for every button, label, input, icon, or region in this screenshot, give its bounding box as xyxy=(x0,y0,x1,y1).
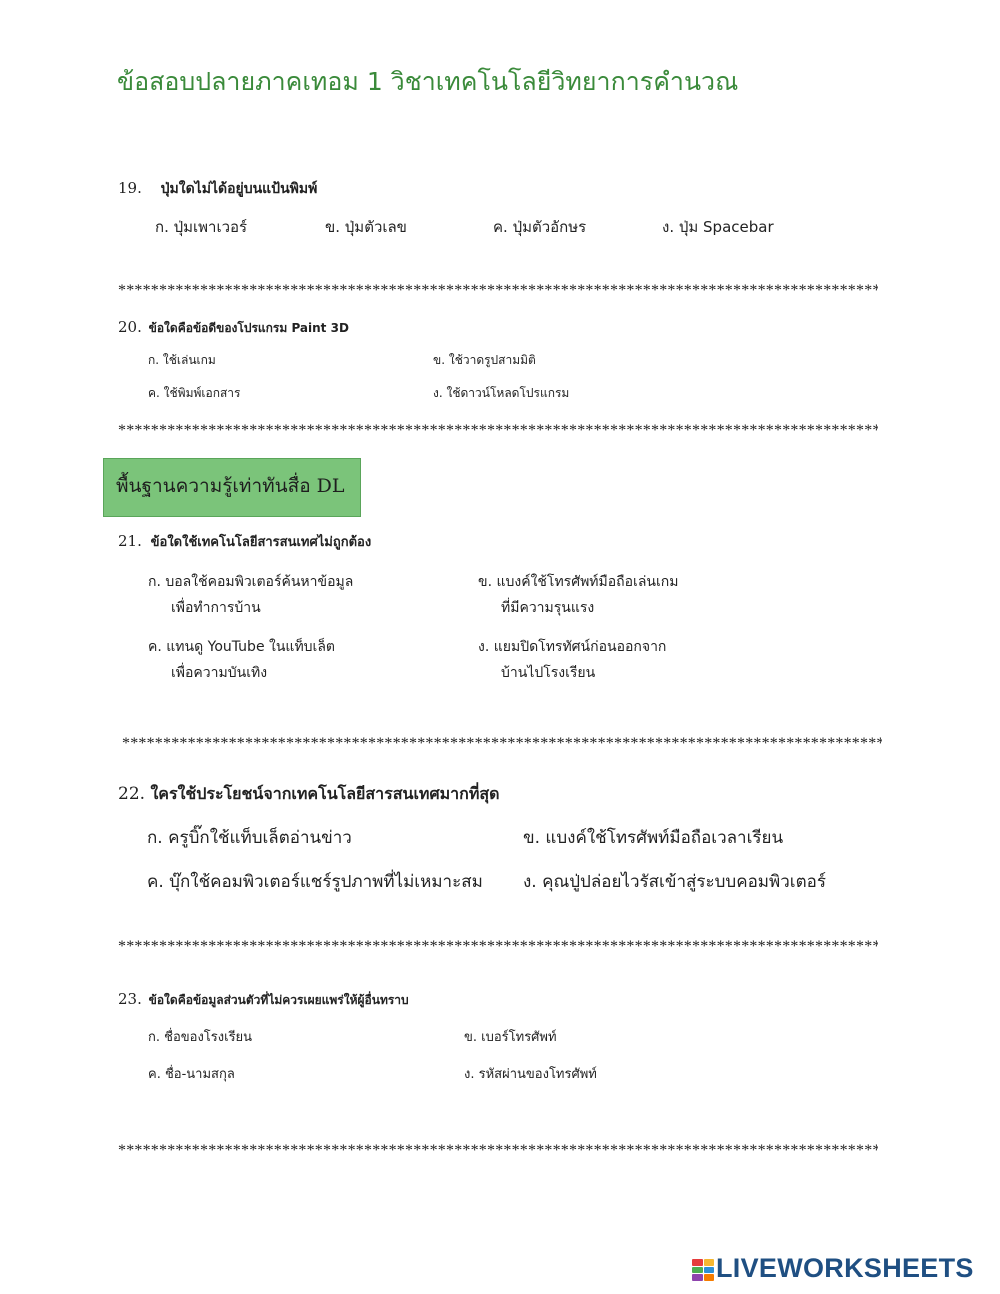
q22-option-d[interactable]: ง. คุณปู่ปล่อยไวรัสเข้าสู่ระบบคอมพิวเตอร์ xyxy=(523,872,826,892)
option-line: เพื่อทำการบ้าน xyxy=(171,600,261,616)
q20-option-a[interactable]: ก. ใช้เล่นเกม xyxy=(148,353,216,367)
option-line: ค. แทนดู YouTube ในแท็บเล็ต xyxy=(148,639,336,655)
question-21 xyxy=(118,531,371,552)
question-20 xyxy=(118,318,349,338)
q23-option-a[interactable]: ก. ชื่อของโรงเรียน xyxy=(148,1030,253,1045)
q20-option-d[interactable]: ง. ใช้ดาวน์โหลดโปรแกรม xyxy=(433,386,570,400)
q22-option-c[interactable]: ค. บุ๊กใช้คอมพิวเตอร์แชร์รูปภาพที่ไม่เหมาะสม xyxy=(147,872,483,892)
option-line: บ้านไปโรงเรียน xyxy=(501,665,596,681)
q20-option-b[interactable]: ข. ใช้วาดรูปสามมิติ xyxy=(433,353,536,367)
q21-option-c[interactable] xyxy=(148,634,335,686)
q20-option-c[interactable]: ค. ใช้พิมพ์เอกสาร xyxy=(148,386,241,400)
question-number: 22. xyxy=(118,784,146,804)
page-title: ข้อสอบปลายภาคเทอม 1 วิชาเทคโนโลยีวิทยาการคำนวณ xyxy=(117,67,739,96)
q21-option-d[interactable] xyxy=(478,634,666,686)
option-line: ที่มีความรุนแรง xyxy=(501,600,595,616)
q23-option-b[interactable]: ข. เบอร์โทรศัพท์ xyxy=(464,1030,557,1045)
question-19 xyxy=(118,178,317,200)
separator xyxy=(118,939,878,953)
option-line: เพื่อความบันเทิง xyxy=(171,665,268,681)
option-line: ข. แบงค์ใช้โทรศัพท์มือถือเล่นเกม xyxy=(478,574,679,590)
question-text: ปุ่มใดไม่ได้อยู่บนแป้นพิมพ์ xyxy=(160,181,318,197)
q21-option-b[interactable] xyxy=(478,569,678,621)
logo-mark-icon xyxy=(692,1259,714,1281)
separator xyxy=(118,1143,878,1157)
question-text: ใครใช้ประโยชน์จากเทคโนโลยีสารสนเทศมากที่สุด xyxy=(150,784,500,803)
option-line: ง. แยมปิดโทรทัศน์ก่อนออกจาก xyxy=(478,639,667,655)
question-number: 23. xyxy=(118,990,142,1008)
question-text: ข้อใดคือข้อดีของโปรแกรม Paint 3D xyxy=(148,321,349,335)
q21-option-a[interactable] xyxy=(148,569,353,621)
q23-option-d[interactable]: ง. รหัสผ่านของโทรศัพท์ xyxy=(464,1067,597,1082)
question-text: ข้อใดใช้เทคโนโลยีสารสนเทศไม่ถูกต้อง xyxy=(150,535,372,550)
separator xyxy=(122,736,882,750)
q19-option-d[interactable]: ง. ปุ่ม Spacebar xyxy=(662,218,774,236)
separator xyxy=(118,283,878,297)
separator xyxy=(118,423,878,437)
question-23 xyxy=(118,990,409,1010)
question-number: 21. xyxy=(118,532,142,550)
section-heading-box xyxy=(103,458,361,517)
q22-option-b[interactable]: ข. แบงค์ใช้โทรศัพท์มือถือเวลาเรียน xyxy=(523,828,784,848)
q22-option-a[interactable]: ก. ครูบิ๊กใช้แท็บเล็ตอ่านข่าว xyxy=(147,828,352,848)
q23-option-c[interactable]: ค. ชื่อ-นามสกุล xyxy=(148,1067,235,1082)
question-number: 19. xyxy=(118,179,142,197)
section-title: พื้นฐานความรู้เท่าทันสื่อ DL xyxy=(116,475,345,497)
brand-name: LIVEWORKSHEETS xyxy=(716,1253,974,1283)
question-number: 20. xyxy=(118,318,142,336)
q19-option-a[interactable]: ก. ปุ่มเพาเวอร์ xyxy=(155,218,248,236)
question-text: ข้อใดคือข้อมูลส่วนตัวที่ไม่ควรเผยแพร่ให้ผู้อื่นทราบ xyxy=(148,993,409,1007)
option-line: ก. บอลใช้คอมพิวเตอร์ค้นหาข้อมูล xyxy=(148,574,354,590)
q19-option-c[interactable]: ค. ปุ่มตัวอักษร xyxy=(493,218,587,236)
q19-option-b[interactable]: ข. ปุ่มตัวเลข xyxy=(325,218,407,236)
question-22 xyxy=(118,782,500,807)
